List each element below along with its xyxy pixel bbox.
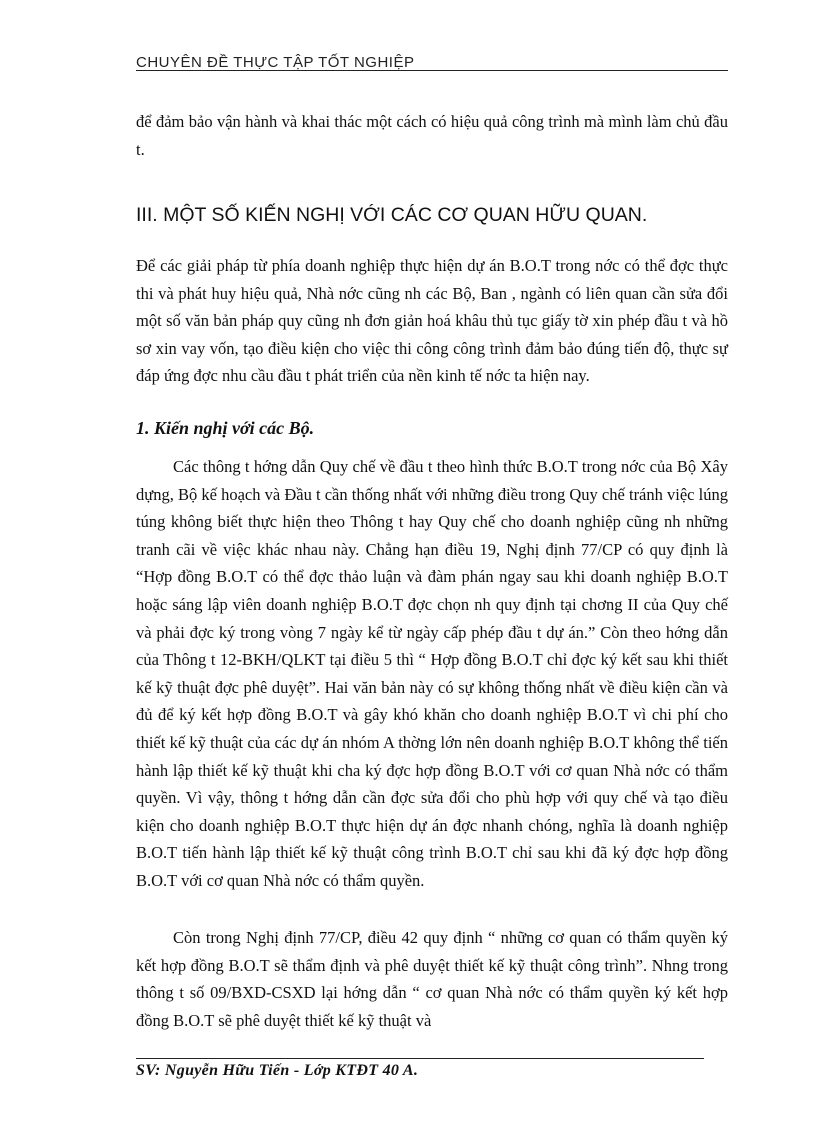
- paragraph-decree-77: Còn trong Nghị định 77/CP, điều 42 quy định “ những cơ quan có thẩm quyền ký kết hợp đồng B.O.T sẽ thẩm định và phê duyệt thiết kế kỹ thuật công trình”. Nhng trong thông t số 09/BXD-CSXD lại hớng dẫn “ cơ quan Nhà nớc có thẩm quyền ký kết hợp đồng B.O.T sẽ phê duyệt thiết kế kỹ thuật và: [136, 928, 728, 1030]
- header-title: CHUYÊN ĐỀ THỰC TẬP TỐT NGHIỆP: [136, 54, 415, 71]
- subheading-recommendations-ministries: 1. Kiến nghị với các Bộ.: [136, 418, 315, 438]
- section-title: III. MỘT SỐ KIẾN NGHỊ VỚI CÁC CƠ QUAN HỮU QUAN.: [136, 204, 648, 226]
- paragraph-circular-guidance: Các thông t hớng dẫn Quy chế về đầu t theo hình thức B.O.T trong nớc của Bộ Xây dựng, Bộ kế hoạch và Đầu t cần thống nhất với những điều trong Quy chế tránh việc lúng túng không biết thực hiện theo Thông t hay Quy chế cho doanh nghiệp cũng nh những tranh cãi về việc khác nhau này. Chẳng hạn điều 19, Nghị định 77/CP có quy định là “Hợp đồng B.O.T có thể đợc thảo luận và đàm phán ngay sau khi doanh nghiệp B.O.T hoặc sáng lập viên doanh nghiệp B.O.T đợc chọn nh quy định tại chơng II của Quy chế và phải đợc ký trong vòng 7 ngày kể từ ngày cấp phép đầu t dự án.” Còn theo hớng dẫn của Thông t 12-BKH/QLKT tại điều 5 thì “ Hợp đồng B.O.T chỉ đợc ký kết sau khi thiết kế kỹ thuật đợc phê duyệt”. Hai văn bản này có sự không thống nhất về điều kiện cần và đủ để ký kết hợp đồng B.O.T và gây khó khăn cho doanh nghiệp B.O.T vì chi phí cho thiết kế kỹ thuật của các dự án nhóm A thờng lớn nên doanh nghiệp B.O.T không thể tiến hành lập thiết kế kỹ thuật khi cha ký đợc hợp đồng B.O.T với cơ quan Nhà nớc có thẩm quyền. Vì vậy, thông t hớng dẫn cần đợc sửa đổi cho phù hợp với quy chế và tạo điều kiện cho doanh nghiệp B.O.T thực hiện dự án đợc nhanh chóng, nghĩa là doanh nghiệp B.O.T tiến hành lập thiết kế kỹ thuật công trình B.O.T chỉ sau khi đã ký đợc hợp đồng B.O.T với cơ quan Nhà nớc có thẩm quyền.: [136, 457, 728, 890]
- footer-divider: [136, 1058, 704, 1059]
- page-header: [136, 50, 728, 71]
- paragraph-continuation: để đảm bảo vận hành và khai thác một cách có hiệu quả công trình mà mình làm chủ đầu t.: [136, 112, 728, 159]
- footer-author: SV: Nguyễn Hữu Tiến - Lớp KTĐT 40 A.: [136, 1062, 419, 1079]
- paragraph-intro: Để các giải pháp từ phía doanh nghiệp thực hiện dự án B.O.T trong nớc có thể đợc thực thi và phát huy hiệu quả, Nhà nớc cũng nh các Bộ, Ban , ngành có liên quan cần sửa đổi một số văn bản pháp quy cũng nh đơn giản hoá khâu thủ tục giấy tờ xin phép đầu t và hồ sơ xin vay vốn, tạo điều kiện cho việc thi công công trình đảm bảo đúng tiến độ, thực sự đáp ứng đợc nhu cầu đầu t phát triển của nền kinh tế nớc ta hiện nay.: [136, 256, 728, 386]
